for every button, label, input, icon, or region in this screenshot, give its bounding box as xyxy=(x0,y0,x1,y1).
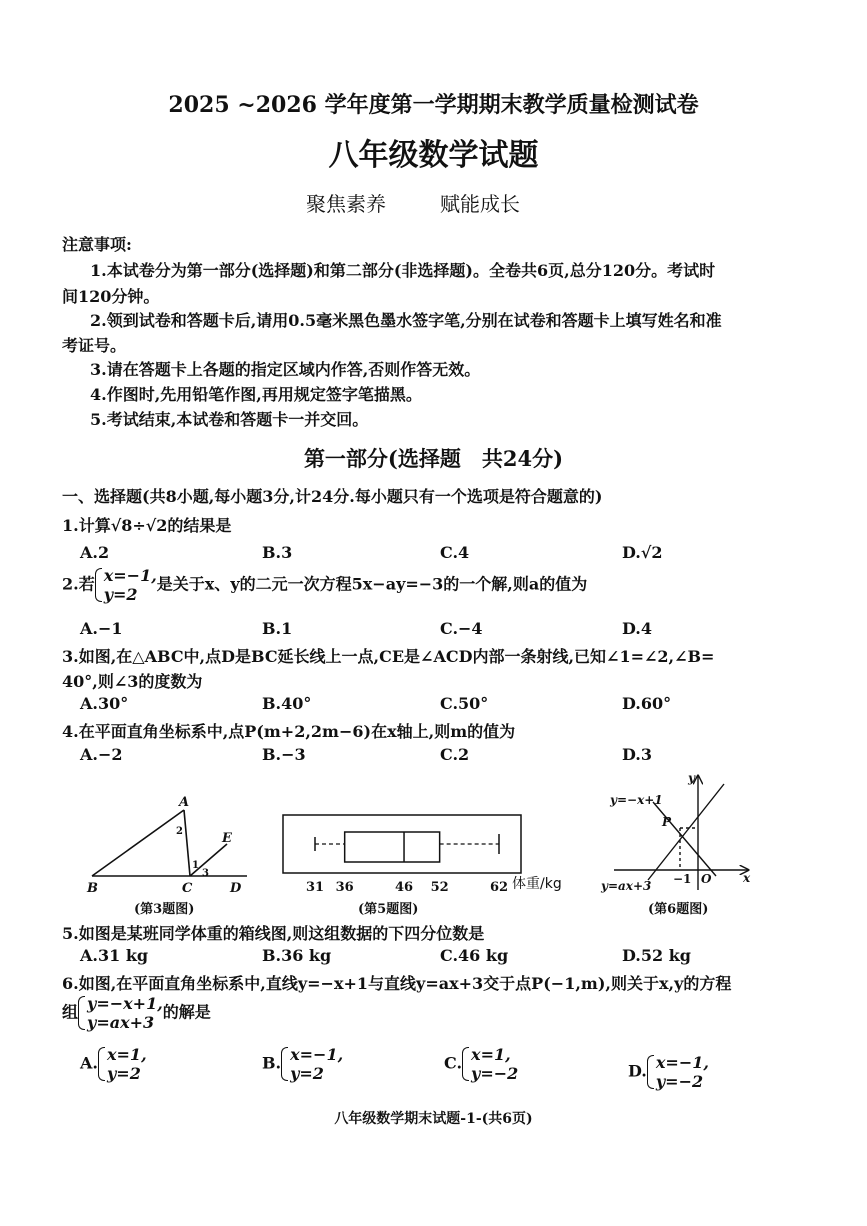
q1-option-a[interactable]: A.2 xyxy=(80,543,110,562)
q6-stem-line-1: 6.如图,在平面直角坐标系中,直线y=−x+1与直线y=ax+3交于点P(−1,m),则关于x,y的方程 xyxy=(62,974,732,993)
line-ac xyxy=(184,810,190,876)
q6-option-b-label: B. xyxy=(262,1053,282,1073)
q6-option-b[interactable] xyxy=(262,1045,343,1083)
line-neg-x-plus-1 xyxy=(653,802,716,876)
figure-6-caption: (第6题图) xyxy=(648,902,709,917)
section-heading: 一、选择题(共8小题,每小题3分,计24分.每小题只有一个选项是符合题意的) xyxy=(62,487,603,506)
page-footer: 八年级数学期末试题-1-(共6页) xyxy=(334,1111,533,1127)
q5-stem: 5.如图是某班同学体重的箱线图,则这组数据的下四分位数是 xyxy=(62,924,485,943)
boxplot-tick-label: 31 xyxy=(305,880,325,895)
q3-stem-line-1: 3.如图,在△ABC中,点D是BC延长线上一点,CE是∠ACD内部一条射线,已知∠1=∠2,∠B= xyxy=(62,647,715,666)
q3-option-b[interactable]: B.40° xyxy=(262,694,312,713)
q6-a-line-2: y=2 xyxy=(106,1064,141,1083)
q6-b-line-2: y=2 xyxy=(290,1064,324,1083)
origin-label: O xyxy=(701,872,712,886)
angle-label-2: 2 xyxy=(176,826,183,837)
q2-sys-line-1: x=−1, xyxy=(103,566,157,585)
q2-stem xyxy=(62,566,587,604)
q2-option-c[interactable]: C.−4 xyxy=(440,619,483,638)
q2-prefix: 2.若 xyxy=(62,574,95,594)
q6-b-line-1: x=−1, xyxy=(290,1045,344,1064)
q6-c-line-2: y=−2 xyxy=(471,1064,519,1083)
q1-option-c[interactable]: C.4 xyxy=(440,543,470,562)
q4-option-c[interactable]: C.2 xyxy=(440,745,470,764)
q5-option-b[interactable]: B.36 kg xyxy=(262,946,332,965)
q5-option-c[interactable]: C.46 kg xyxy=(440,946,509,965)
q1-option-d[interactable]: D.√2 xyxy=(622,543,663,562)
subject-title: 八年级数学试题 xyxy=(328,138,539,173)
q6-option-d[interactable] xyxy=(628,1053,709,1091)
boxplot-tick-label: 52 xyxy=(430,880,449,895)
notice-item-1-cont: 间120分钟。 xyxy=(62,287,160,306)
q6-option-a-label: A. xyxy=(80,1053,98,1073)
q4-option-d[interactable]: D.3 xyxy=(622,745,653,764)
q2-option-a[interactable]: A.−1 xyxy=(80,619,123,638)
q2-option-b[interactable]: B.1 xyxy=(262,619,293,638)
angle-label-3: 3 xyxy=(202,868,209,879)
label-b: B xyxy=(87,881,98,896)
label-e: E xyxy=(222,831,232,846)
q2-suffix: 是关于x、y的二元一次方程5x−ay=−3的一个解,则a的值为 xyxy=(156,574,588,594)
q6-prefix: 组 xyxy=(62,1002,79,1022)
notice-item-4: 4.作图时,先用铅笔作图,再用规定签字笔描黑。 xyxy=(90,385,422,404)
q6-option-d-system xyxy=(647,1053,709,1091)
q3-option-c[interactable]: C.50° xyxy=(440,694,489,713)
q6-c-line-1: x=1, xyxy=(471,1045,511,1064)
line-ab xyxy=(92,810,184,876)
q6-a-line-1: x=1, xyxy=(106,1045,147,1064)
notice-item-1: 1.本试卷分为第一部分(选择题)和第二部分(非选择题)。全卷共6页,总分120分。考试时 xyxy=(90,261,716,280)
notice-item-2: 2.领到试卷和答题卡后,请用0.5毫米黑色墨水签字笔,分别在试卷和答题卡上填写姓名和准 xyxy=(90,311,722,330)
boxplot-tick-label: 36 xyxy=(335,880,354,895)
label-c: C xyxy=(182,881,193,896)
slogan-left: 聚焦素养 xyxy=(306,192,386,216)
q5-option-d[interactable]: D.52 kg xyxy=(622,946,691,965)
q6-d-line-2: y=−2 xyxy=(655,1072,704,1091)
slogan-right: 赋能成长 xyxy=(440,192,520,216)
q6-stem-line-2 xyxy=(62,994,211,1032)
notice-heading: 注意事项: xyxy=(62,235,132,254)
q3-option-a[interactable]: A.30° xyxy=(80,694,129,713)
x-axis-label: x xyxy=(743,871,751,885)
line1-label: y=−x+1 xyxy=(610,793,663,807)
q6-d-line-1: x=−1, xyxy=(655,1053,709,1072)
boxplot-tick-label: 62 xyxy=(489,880,509,895)
boxplot-tick-label: 46 xyxy=(394,880,414,895)
q2-equation-system xyxy=(95,566,157,604)
q6-sys-line-1: y=−x+1, xyxy=(87,994,163,1013)
boxplot-box xyxy=(345,832,440,862)
q3-option-d[interactable]: D.60° xyxy=(622,694,672,713)
q4-option-b[interactable]: B.−3 xyxy=(262,745,306,764)
figure-3-triangle xyxy=(82,790,257,915)
q6-option-c-label: C. xyxy=(444,1053,463,1073)
q6-option-c-system xyxy=(462,1045,518,1083)
figure-5-unit: 体重/kg xyxy=(512,876,562,892)
q6-option-a[interactable] xyxy=(80,1045,147,1083)
label-d: D xyxy=(230,881,242,896)
neg-one-label: −1 xyxy=(673,872,692,886)
q6-sys-line-2: y=ax+3 xyxy=(87,1013,155,1032)
part1-title: 第一部分(选择题 共24分) xyxy=(303,446,564,471)
line2-label: y=ax+3 xyxy=(601,879,652,893)
q6-equation-system xyxy=(78,994,163,1032)
q5-option-a[interactable]: A.31 kg xyxy=(80,946,149,965)
q6-option-d-label: D. xyxy=(628,1061,647,1081)
notice-item-3: 3.请在答题卡上各题的指定区域内作答,否则作答无效。 xyxy=(90,360,481,379)
notice-item-5: 5.考试结束,本试卷和答题卡一并交回。 xyxy=(90,410,369,429)
q6-suffix: 的解是 xyxy=(162,1002,211,1022)
q6-option-c[interactable] xyxy=(444,1045,518,1083)
q2-sys-line-2: y=2 xyxy=(103,585,138,604)
point-p-label: P xyxy=(662,815,672,829)
angle-label-1: 1 xyxy=(192,860,199,871)
q6-option-a-system xyxy=(98,1045,147,1083)
label-a: A xyxy=(179,795,190,810)
figure-5-caption: (第5题图) xyxy=(358,902,419,917)
figure-3-caption: (第3题图) xyxy=(134,902,195,917)
figure-6-graph xyxy=(598,770,758,895)
q6-option-b-system xyxy=(281,1045,343,1083)
notice-item-2-cont: 考证号。 xyxy=(62,336,127,355)
q1-option-b[interactable]: B.3 xyxy=(262,543,293,562)
q2-option-d[interactable]: D.4 xyxy=(622,619,653,638)
y-axis-label: y xyxy=(688,771,695,785)
q1-stem: 1.计算√8÷√2的结果是 xyxy=(62,516,232,535)
q3-stem-line-2: 40°,则∠3的度数为 xyxy=(62,672,203,691)
q4-option-a[interactable]: A.−2 xyxy=(80,745,123,764)
exam-title: 2025 ~2026 学年度第一学期期末教学质量检测试卷 xyxy=(168,92,699,118)
q4-stem: 4.在平面直角坐标系中,点P(m+2,2m−6)在x轴上,则m的值为 xyxy=(62,722,516,741)
